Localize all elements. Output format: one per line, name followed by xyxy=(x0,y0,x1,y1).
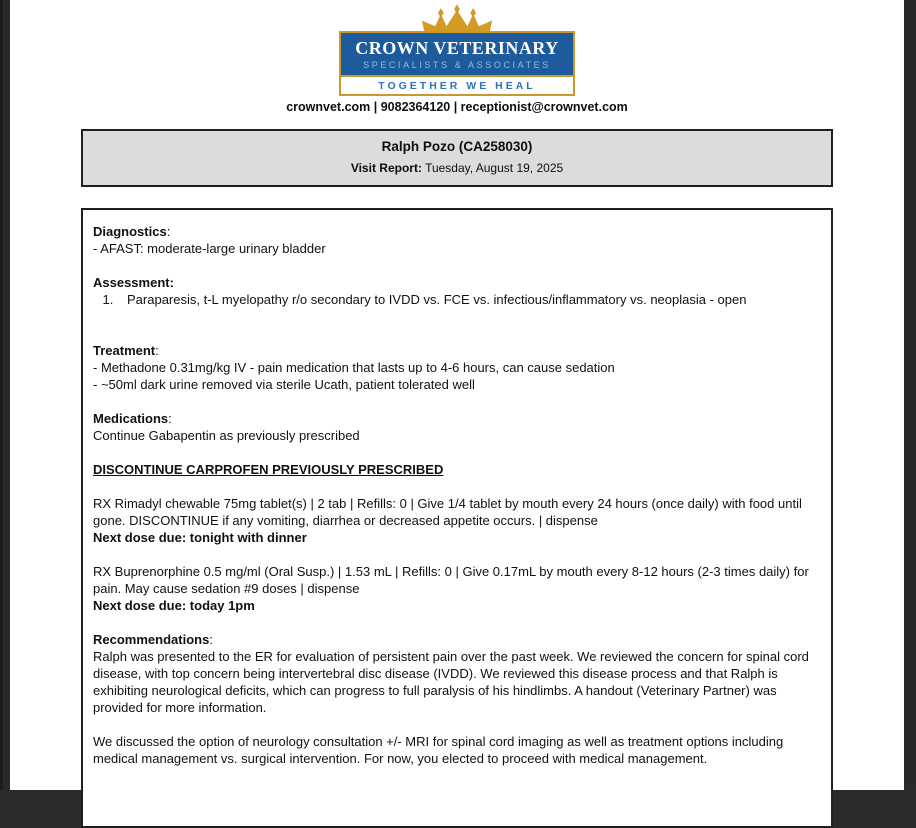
report-body xyxy=(81,208,833,828)
clinic-name: CROWN VETERINARY xyxy=(355,38,559,58)
report-spacer xyxy=(93,325,821,342)
visit-report-label: Visit Report: xyxy=(350,161,422,175)
report-section-heading: Recommendations: xyxy=(93,632,213,647)
report-line: Ralph was presented to the ER for evaluation of persistent pain over the past week. We reviewed the concern for spinal cord disease, with top concern being intervertebral disc disease (IVDD). We reviewed this disease process and that Ralph is exhibiting neurological deficits, which can progress to full paralysis of his hindlimbs. A handout (Veterinary Partner) was provided for more information. xyxy=(93,649,809,715)
report-bold-line: Next dose due: today 1pm xyxy=(93,598,255,613)
report-warning-heading xyxy=(93,461,821,478)
logo-blue-panel xyxy=(341,33,573,77)
patient-name: Ralph Pozo (CA258030) xyxy=(381,139,533,154)
visit-report-line xyxy=(83,161,831,175)
dimmed-background-right xyxy=(904,0,916,790)
clinic-subtitle: SPECIALISTS & ASSOCIATES xyxy=(363,60,551,70)
report-line: - Methadone 0.31mg/kg IV - pain medication that lasts up to 4-6 hours, can cause sedation xyxy=(93,360,615,375)
report-section-heading-text: Recommendations xyxy=(93,632,210,647)
clinic-contact-line: crownvet.com | 9082364120 | receptionist@crownvet.com xyxy=(286,100,628,114)
report-line: - ~50ml dark urine removed via sterile Ucath, patient tolerated well xyxy=(93,377,475,392)
report-spacer xyxy=(93,308,821,325)
visit-report-date: Tuesday, August 19, 2025 xyxy=(425,161,564,175)
report-section-heading: Diagnostics: xyxy=(93,224,171,239)
report-section-heading: Treatment: xyxy=(93,343,159,358)
report-line: RX Rimadyl chewable 75mg tablet(s) | 2 tab | Refills: 0 | Give 1/4 tablet by mouth every 24 hours (once daily) with food until gone. DISCONTINUE if any vomiting, diarrhea or decreased appetite occurs. | dispense xyxy=(93,496,802,528)
visit-report-document xyxy=(10,0,904,790)
clinic-logo xyxy=(10,0,904,114)
report-spacer xyxy=(93,257,821,274)
report-line: RX Buprenorphine 0.5 mg/ml (Oral Susp.) | 1.53 mL | Refills: 0 | Give 0.17mL by mouth every 8-12 hours (2-3 times daily) for pain. May cause sedation #9 doses | dispense xyxy=(93,564,809,596)
clinic-tagline: TOGETHER WE HEAL xyxy=(341,77,573,94)
report-spacer xyxy=(93,546,821,563)
report-spacer xyxy=(93,614,821,631)
report-section-heading: Medications: xyxy=(93,411,172,426)
logo-box xyxy=(339,31,575,96)
report-spacer xyxy=(93,716,821,733)
dimmed-background-left xyxy=(0,0,10,790)
report-section-heading-text: Diagnostics xyxy=(93,224,167,239)
patient-header xyxy=(81,129,833,187)
report-section-heading-text: Medications xyxy=(93,411,169,426)
report-spacer xyxy=(93,393,821,410)
report-section-heading xyxy=(93,274,821,291)
report-bold-line: Next dose due: tonight with dinner xyxy=(93,530,307,545)
report-spacer xyxy=(93,444,821,461)
report-section-heading-text: Assessment: xyxy=(93,275,174,290)
report-warning-heading-text: DISCONTINUE CARPROFEN PREVIOUSLY PRESCRIBED xyxy=(93,462,444,477)
report-list-item: 1. Paraparesis, t-L myelopathy r/o secondary to IVDD vs. FCE vs. infectious/inflammatory vs. neoplasia - open xyxy=(117,291,821,308)
report-spacer xyxy=(93,478,821,495)
report-line: Continue Gabapentin as previously prescribed xyxy=(93,428,360,443)
report-line: We discussed the option of neurology consultation +/- MRI for spinal cord imaging as well as treatment options including medical management vs. surgical intervention. For now, you elected to proceed with medical management. xyxy=(93,734,784,766)
report-list xyxy=(93,291,821,308)
report-section-heading-text: Treatment xyxy=(93,343,156,358)
report-line: - AFAST: moderate-large urinary bladder xyxy=(93,241,326,256)
